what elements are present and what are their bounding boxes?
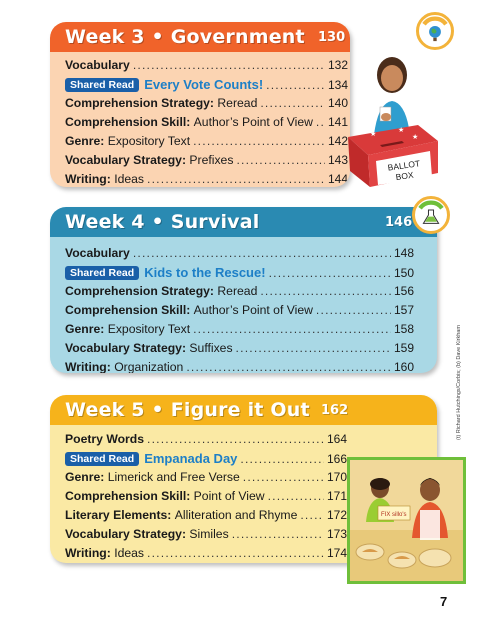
toc-page: 172 xyxy=(326,508,347,522)
toc-label: Comprehension Strategy: xyxy=(65,284,214,298)
toc-label: Comprehension Skill: xyxy=(65,115,191,129)
toc-label: Writing: xyxy=(65,172,111,186)
empanada-illustration xyxy=(347,457,466,584)
shared-read-title: Every Vote Counts! xyxy=(144,77,264,92)
toc-page: 173 xyxy=(326,527,347,541)
toc-row[interactable] xyxy=(65,134,348,153)
svg-text:★: ★ xyxy=(398,126,405,134)
toc-sublabel: Organization xyxy=(114,360,184,373)
toc-label: Comprehension Strategy: xyxy=(65,96,214,110)
ballot-label: BOX xyxy=(394,169,415,183)
toc-sublabel: Alliteration and Rhyme xyxy=(174,508,298,522)
toc-sublabel: Ideas xyxy=(114,546,145,560)
toc-page: 150 xyxy=(393,266,414,280)
toc-sublabel: Author’s Point of View xyxy=(193,115,313,129)
week-4-card xyxy=(50,207,437,373)
toc-label: Genre: xyxy=(65,134,105,148)
ballot-label: BALLOT xyxy=(387,158,421,173)
toc-page: 157 xyxy=(393,303,414,317)
week-4-start-page: 146 xyxy=(385,215,413,230)
toc-row[interactable] xyxy=(65,341,414,360)
shared-read-badge: Shared Read xyxy=(65,452,139,466)
toc-row[interactable] xyxy=(65,303,414,322)
shared-read-badge: Shared Read xyxy=(65,78,139,92)
toc-page: 134 xyxy=(327,78,348,92)
toc-row[interactable] xyxy=(65,58,348,77)
toc-sublabel: Reread xyxy=(217,96,258,110)
toc-row[interactable] xyxy=(65,284,414,303)
toc-row[interactable] xyxy=(65,360,414,373)
week-4-contents xyxy=(65,246,414,373)
toc-row[interactable] xyxy=(65,546,347,563)
week-3-start-page: 130 xyxy=(318,30,346,45)
toc-row[interactable] xyxy=(65,508,347,527)
toc-label: Writing: xyxy=(65,360,111,373)
toc-page: 141 xyxy=(327,115,348,129)
toc-sublabel: Author’s Point of View xyxy=(193,303,313,317)
cooking-scene-image xyxy=(350,460,463,581)
toc-row-shared-read[interactable] xyxy=(65,451,347,470)
toc-page: 159 xyxy=(393,341,414,355)
flask-icon xyxy=(415,196,447,234)
toc-page: 143 xyxy=(327,153,348,167)
toc-label: Vocabulary Strategy: xyxy=(65,153,187,167)
toc-page: 164 xyxy=(326,432,347,446)
toc-sublabel: Expository Text xyxy=(107,322,191,336)
shared-read-badge: Shared Read xyxy=(65,266,139,280)
toc-sublabel: Prefixes xyxy=(189,153,234,167)
toc-page: 148 xyxy=(393,246,414,260)
week-5-contents xyxy=(65,432,347,563)
toc-row[interactable] xyxy=(65,246,414,265)
toc-row[interactable] xyxy=(65,527,347,546)
photo-credit: (t) Richard Hutchings/Corbis; (b) Dave Kirkham xyxy=(456,325,462,440)
science-badge xyxy=(412,196,450,234)
toc-label: Vocabulary xyxy=(65,58,130,72)
toc-row[interactable] xyxy=(65,322,414,341)
toc-label: Genre: xyxy=(65,470,105,484)
ballot-box-illustration xyxy=(340,45,440,190)
toc-sublabel: Reread xyxy=(217,284,258,298)
week-3-contents xyxy=(65,58,348,187)
toc-sublabel: Point of View xyxy=(193,489,265,503)
toc-row[interactable] xyxy=(65,115,348,134)
toc-page: 171 xyxy=(326,489,347,503)
week-3-title: Week 3 • Government xyxy=(65,26,305,48)
toc-page: 142 xyxy=(327,134,348,148)
shared-read-title: Kids to the Rescue! xyxy=(144,265,266,280)
svg-text:★: ★ xyxy=(412,133,419,141)
toc-row[interactable] xyxy=(65,153,348,172)
toc-label: Literary Elements: xyxy=(65,508,172,522)
week-4-title: Week 4 • Survival xyxy=(65,211,260,233)
week-5-start-page: 162 xyxy=(321,403,349,418)
toc-label: Genre: xyxy=(65,322,105,336)
toc-label: Vocabulary Strategy: xyxy=(65,527,187,541)
svg-text:★: ★ xyxy=(370,130,377,138)
toc-sublabel: Expository Text xyxy=(107,134,191,148)
toc-page: 140 xyxy=(327,96,348,110)
toc-row[interactable] xyxy=(65,470,347,489)
week-5-title: Week 5 • Figure it Out xyxy=(65,399,310,421)
toc-row-shared-read[interactable] xyxy=(65,77,348,96)
toc-row[interactable] xyxy=(65,489,347,508)
toc-sublabel: Similes xyxy=(189,527,229,541)
toc-page: 132 xyxy=(327,58,348,72)
toc-page: 160 xyxy=(393,360,414,373)
toc-row[interactable] xyxy=(65,96,348,115)
page-number: 7 xyxy=(440,594,448,609)
toc-label: Poetry Words xyxy=(65,432,145,446)
toc-row[interactable] xyxy=(65,172,348,187)
toc-label: Vocabulary Strategy: xyxy=(65,341,187,355)
toc-page: 174 xyxy=(326,546,347,560)
shop-sign-text: FIX sillo's xyxy=(381,512,407,518)
toc-row[interactable] xyxy=(65,432,347,451)
week-3-card xyxy=(50,22,350,187)
toc-page: 144 xyxy=(327,172,348,186)
shared-read-title: Empanada Day xyxy=(144,451,238,466)
toc-sublabel: Limerick and Free Verse xyxy=(107,470,240,484)
toc-page: 158 xyxy=(393,322,414,336)
toc-label: Vocabulary xyxy=(65,246,130,260)
toc-sublabel: Suffixes xyxy=(189,341,233,355)
toc-row-shared-read[interactable] xyxy=(65,265,414,284)
toc-page: 166 xyxy=(326,452,347,466)
toc-label: Comprehension Skill: xyxy=(65,489,191,503)
toc-page: 156 xyxy=(393,284,414,298)
toc-label: Writing: xyxy=(65,546,111,560)
toc-sublabel: Ideas xyxy=(114,172,145,186)
toc-page: 170 xyxy=(326,470,347,484)
toc-label: Comprehension Skill: xyxy=(65,303,191,317)
